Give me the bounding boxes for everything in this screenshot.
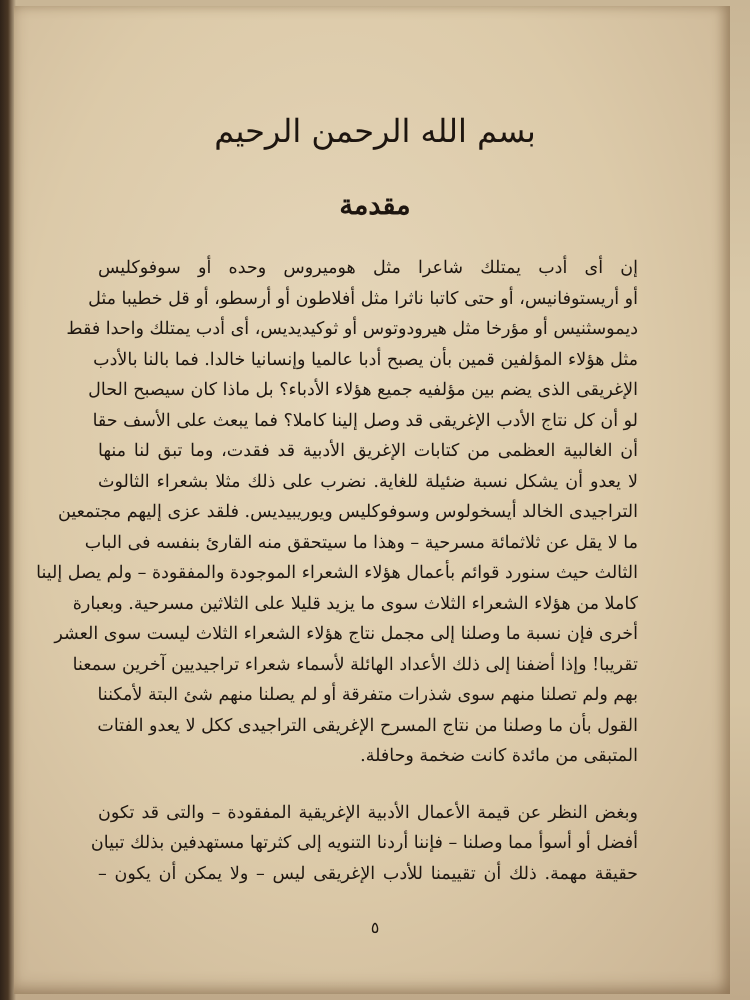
- text-line: أن الغالبية العظمى من كتابات الإغريق الأدبية قد فقدت، وما تبق لنا منها: [98, 441, 638, 461]
- text-line: ما لا يقل عن ثلاثمائة مسرحية – وهذا ما سيتحقق منه القارئ بنفسه فى الباب: [84, 532, 638, 553]
- text-line: تقريبا! وإذا أضفنا إلى ذلك الأعداد الهائلة لأسماء شعراء تراجيديين آخرين سمعنا: [72, 654, 638, 675]
- text-line: ديموسثنيس أو مؤرخا مثل هيرودوتوس أو ثوكيديديس، أى أدب يمتلك واحدا فقط: [66, 319, 638, 339]
- text-line: حقيقة مهمة. ذلك أن تقييمنا للأدب الإغريقى ليس – ولا يمكن أن يكون –: [98, 863, 638, 884]
- text-line: وبغض النظر عن قيمة الأعمال الأدبية الإغريقية المفقودة – والتى قد تكون: [98, 802, 638, 823]
- text-line: بهم ولم تصلنا منهم سوى شذرات متفرقة أو لم يصلنا منهم شئ البتة لأمكننا: [97, 685, 638, 705]
- text-line: إن أى أدب يمتلك شاعرا مثل هوميروس وحده أو سوفوكليس: [98, 258, 638, 278]
- text-line: أفضل أو أسوأ مما وصلنا – فإننا أردنا التنويه إلى كثرتها مستهدفين بذلك تبيان: [90, 833, 638, 853]
- text-line: الثالث حيث سنورد قوائم بأعمال هؤلاء الشعراء الموجودة والمفقودة – ولم يصل إلينا: [36, 563, 638, 583]
- text-line: التراجيدى الخالد أيسخولوس وسوفوكليس ويوريبيديس. فلقد عزى إليهم مجتمعين: [58, 502, 638, 522]
- paragraph-gap: [98, 772, 638, 798]
- chapter-title: مقدمة: [339, 190, 411, 221]
- text-line: أو أريستوفانيس، أو حتى كاتبا ناثرا مثل أفلاطون أو أرسطو، أو قل خطيبا مثل: [88, 288, 638, 309]
- text-line: الإغريقى الذى يضم بين مؤلفيه جميع هؤلاء الأدباء؟ بل ماذا كان سيصبح الحال: [88, 380, 638, 400]
- text-line: القول بأن ما وصلنا من نتاج المسرح الإغريقى التراجيدى ككل لا يعدو الفتات: [97, 715, 638, 736]
- page-number: ٥: [370, 918, 380, 937]
- text-line: أخرى فإن نسبة ما وصلنا إلى مجمل نتاج هؤلاء الشعراء الثلاث ليست سوى العشر: [54, 624, 638, 644]
- text-line: مثل هؤلاء المؤلفين قمين بأن يصبح أدبا عالميا وإنسانيا خالدا. فما بالنا بالأدب: [93, 349, 638, 370]
- text-line: المتبقى من مائدة كانت ضخمة وحافلة.: [360, 746, 638, 766]
- text-line: لا يعدو أن يشكل نسبة ضئيلة للغاية. نضرب على ذلك مثلا بشعراء الثالوث: [98, 471, 638, 492]
- basmala-heading: بسم الله الرحمن الرحيم: [214, 112, 536, 150]
- text-line: لو أن كل نتاج الأدب الإغريقى قد وصل إلينا كاملا؟ فما يبعث على الأسف حقا: [92, 410, 638, 431]
- text-line: كاملا من هؤلاء الشعراء الثلاث سوى ما يزيد قليلا على الثلاثين مسرحية. وبعبارة: [72, 593, 638, 614]
- body-text: [36, 253, 638, 889]
